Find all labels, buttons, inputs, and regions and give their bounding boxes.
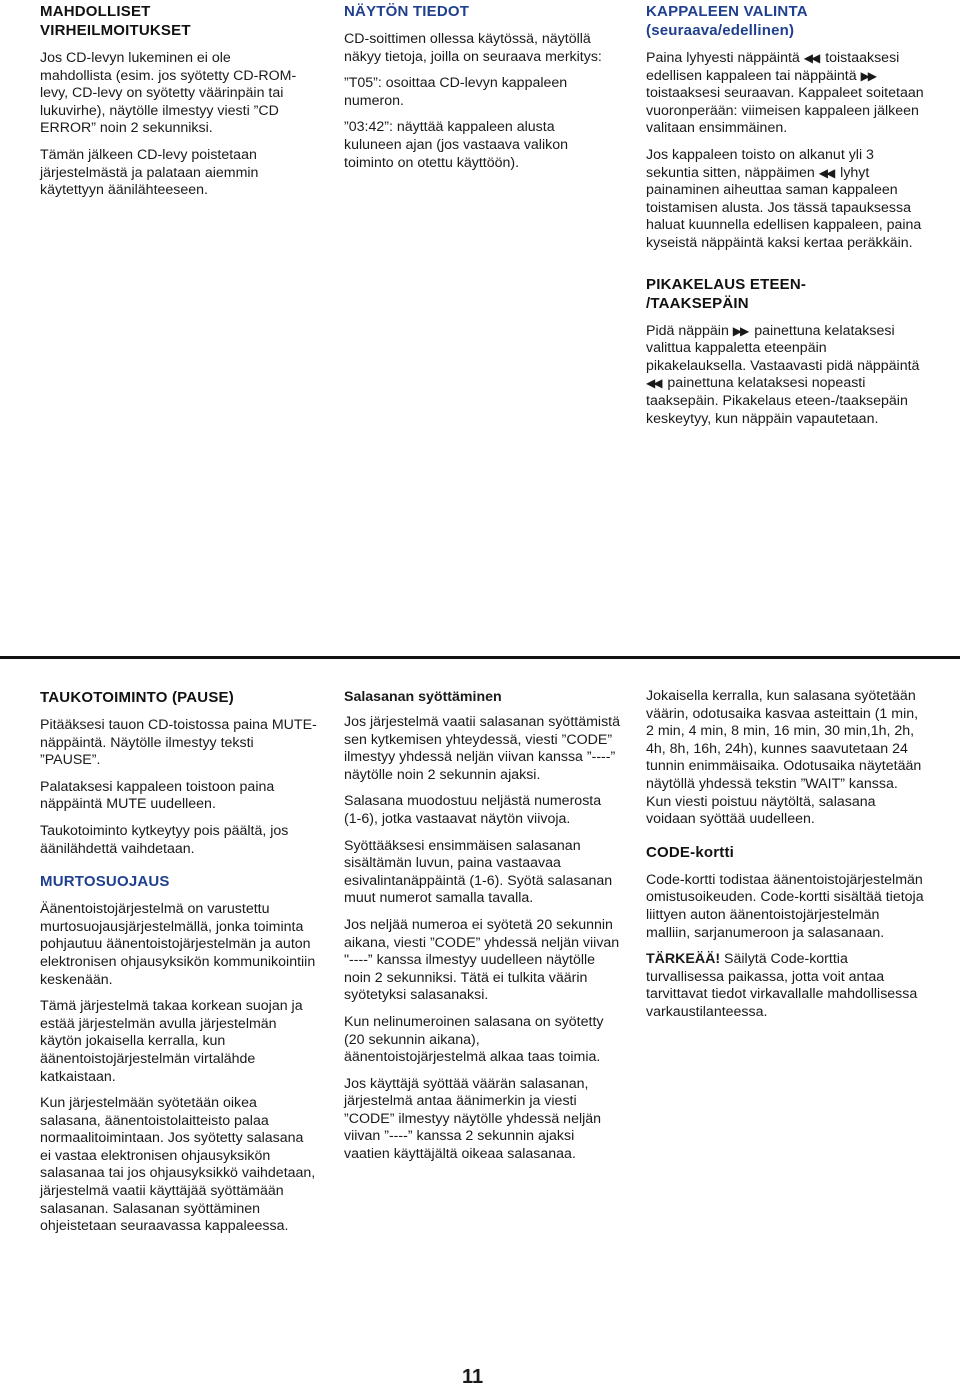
heading-line: KAPPALEEN VALINTA xyxy=(646,3,808,20)
top-column-2 xyxy=(344,2,616,181)
paragraph: Jos järjestelmä vaatii salasanan syöttämistä sen kytkemisen yhteydessä, viesti ”CODE” ilmestyy yhdessä neljän viivan kanssa ”----” näytölle noin 2 sekunnin ajaksi. xyxy=(344,714,620,783)
paragraph: Code-kortti todistaa äänentoistojärjestelmän omistusoikeuden. Code-kortti sisältää tietoja liittyen auton äänentoistojärjestelmän malliin, sarjanumeroon ja salasanaan. xyxy=(646,871,924,941)
text: painettuna kelataksesi nopeasti taaksepäin. Pikakelaus eteen-/taaksepäin keskeytyy, kun näppäin vapautetaan. xyxy=(646,375,908,427)
paragraph xyxy=(646,50,924,138)
paragraph: Kun järjestelmään syötetään oikea salasana, äänentoistolaitteisto palaa normaalitoimintaan. Jos syötetty salasana ei vastaa elektronisen ohjausyksikön salasanaa tai jos ohjausyksikkö vaihdetaan, järjestelmä vaatii käyttäjää syöttämään salasanan. Salasanan syöttäminen ohjeistetaan seuraavassa kappaleessa. xyxy=(40,1095,316,1235)
text: lyhyt painaminen aiheuttaa saman kappaleen toistamisen alusta. Jos tässä tapauksessa haluat kuunnella edellisen kappaleen, paina kyseistä näppäintä kaksi kertaa peräkkäin. xyxy=(646,164,922,251)
section-heading: CODE-kortti xyxy=(646,843,735,861)
text: Jos kappaleen toisto on alkanut yli 3 sekuntia sitten, näppäimen xyxy=(646,146,874,181)
paragraph: Pitääksesi tauon CD-toistossa paina MUTE-näppäintä. Näytölle ilmestyy teksti ”PAUSE”. xyxy=(40,717,317,769)
paragraph xyxy=(646,951,924,1021)
top-column-1 xyxy=(40,2,306,209)
subsection-heading: Salasanan syöttäminen xyxy=(344,689,502,705)
section-heading: NÄYTÖN TIEDOT xyxy=(344,3,470,20)
paragraph: Jos neljää numeroa ei syötetä 20 sekunnin aikana, viesti ”CODE” yhdessä neljän viivan "----” kanssa ilmestyy uudelleen näytölle noin 2 sekunniksi. Tätä ei tulkita väärin syötetyksi salasanaksi. xyxy=(344,916,620,1004)
bottom-column-1 xyxy=(40,688,318,1245)
paragraph: Kun nelinumeroinen salasana on syötetty (20 sekunnin aikana), äänentoistojärjestelmä alkaa taas toimia. xyxy=(344,1013,604,1066)
paragraph: Tämä järjestelmä takaa korkean suojan ja estää järjestelmän avulla järjestelmän käytön jokaisella kerralla, kun äänentoistojärjestelmän virtalähde katkaistaan. xyxy=(40,998,303,1085)
text: Säilytä Code-korttia turvallisessa paikassa, jotta voit antaa tarvittavat tiedot virkavallalle mahdollisessa varkaustilanteessa. xyxy=(646,951,918,1020)
fast-forward-icon: ▶▶ xyxy=(860,68,876,83)
paragraph xyxy=(646,323,924,429)
paragraph: Äänentoistojärjestelmä on varustettu murtosuojausjärjestelmällä, jonka toiminta pohjautuu äänentoistojärjestelmän ja auton elektronisen ohjausyksikön kommunikointiin keskenään. xyxy=(40,901,316,988)
paragraph: Jos CD-levyn lukeminen ei ole mahdollista (esim. jos syötetty CD-ROM-levy, CD-levy on syötetty väärinpäin tai lukuvirhe), näytölle ilmestyy viesti ”CD ERROR” noin 2 sekunniksi. xyxy=(40,50,297,137)
paragraph: Jos käyttäjä syöttää väärän salasanan, järjestelmä antaa äänimerkin ja viesti ”CODE” ilmestyy näytölle yhdessä neljän viivan ”----” kanssa 2 sekunnin ajaksi vaatien käyttäjältä oikeaa salasanaa. xyxy=(344,1075,602,1163)
paragraph xyxy=(646,147,924,253)
bottom-column-3 xyxy=(646,688,924,1031)
paragraph: ”T05”: osoittaa CD-levyn kappaleen numeron. xyxy=(344,75,568,109)
paragraph: Palataksesi kappaleen toistoon paina näppäintä MUTE uudelleen. xyxy=(40,778,275,813)
heading-line: PIKAKELAUS ETEEN- xyxy=(646,275,807,293)
rewind-icon: ◀◀ xyxy=(646,376,661,391)
heading-line: /TAAKSEPÄIN xyxy=(646,294,749,312)
section-heading: MURTOSUOJAUS xyxy=(40,873,170,891)
text: toistaaksesi edellisen kappaleen tai näppäintä xyxy=(646,50,900,84)
paragraph: Tämän jälkeen CD-levy poistetaan järjestelmästä ja palataan aiemmin käytettyyn äänilähteeseen. xyxy=(40,146,259,199)
section-heading: MAHDOLLISET VIRHEILMOITUKSET xyxy=(40,3,191,39)
fast-forward-icon: ▶▶ xyxy=(732,323,748,338)
section-heading xyxy=(646,2,924,40)
text: toistaaksesi seuraavan. Kappaleet soitetaan vuoronperään: viimeisen kappaleen jälkeen valitaan ensimmäinen. xyxy=(646,85,924,137)
page-number: 11 xyxy=(462,1366,484,1388)
paragraph: Salasana muodostuu neljästä numerosta (1-6), jotka vastaavat näytön viivoja. xyxy=(344,793,602,827)
paragraph: Taukotoiminto kytkeytyy pois päältä, jos äänilähdettä vaihdetaan. xyxy=(40,822,289,857)
paragraph: Jokaisella kerralla, kun salasana syötetään väärin, odotusaika kasvaa asteittain (1 min, 2 min, 4 min, 8 min, 16 min, 30 min,1h, 2h, 4h, 8h, 16h, 24h), kunnes saavutetaan 24 tunnin enimmäisaika. Odotusaika näytetään näytöllä yhdessä tekstin ”WAIT” kanssa. Kun viesti poistuu näytöltä, salasana voidaan syöttää uudelleen. xyxy=(646,688,922,828)
section-heading xyxy=(646,275,924,313)
text: Paina lyhyesti näppäintä xyxy=(646,50,800,66)
text: painettuna kelataksesi valittua kappaletta eteenpäin pikakelauksella. Vastaavasti pidä näppäintä xyxy=(646,322,920,374)
paragraph: ”03:42”: näyttää kappaleen alusta kuluneen ajan (jos vastaava valikon toiminto on otettu käyttöön). xyxy=(344,119,568,171)
rewind-icon: ◀◀ xyxy=(803,51,819,65)
important-label: TÄRKEÄÄ! xyxy=(646,951,721,968)
top-column-3 xyxy=(646,2,924,437)
section-heading: TAUKOTOIMINTO (PAUSE) xyxy=(40,689,234,706)
bottom-column-2 xyxy=(344,688,622,1173)
rewind-icon: ◀◀ xyxy=(818,165,834,180)
section-divider xyxy=(0,656,960,659)
heading-line: (seuraava/edellinen) xyxy=(646,22,795,39)
text: Pidä näppäin xyxy=(646,322,729,339)
paragraph: Syöttääksesi ensimmäisen salasanan sisältämän luvun, paina vastaavaa esivalintanäppäintä (1-6). Syötä salasanan muut numerot samalla tavalla. xyxy=(344,837,613,907)
paragraph: CD-soittimen ollessa käytössä, näytöllä näkyy tietoja, joilla on seuraava merkitys: xyxy=(344,31,602,65)
